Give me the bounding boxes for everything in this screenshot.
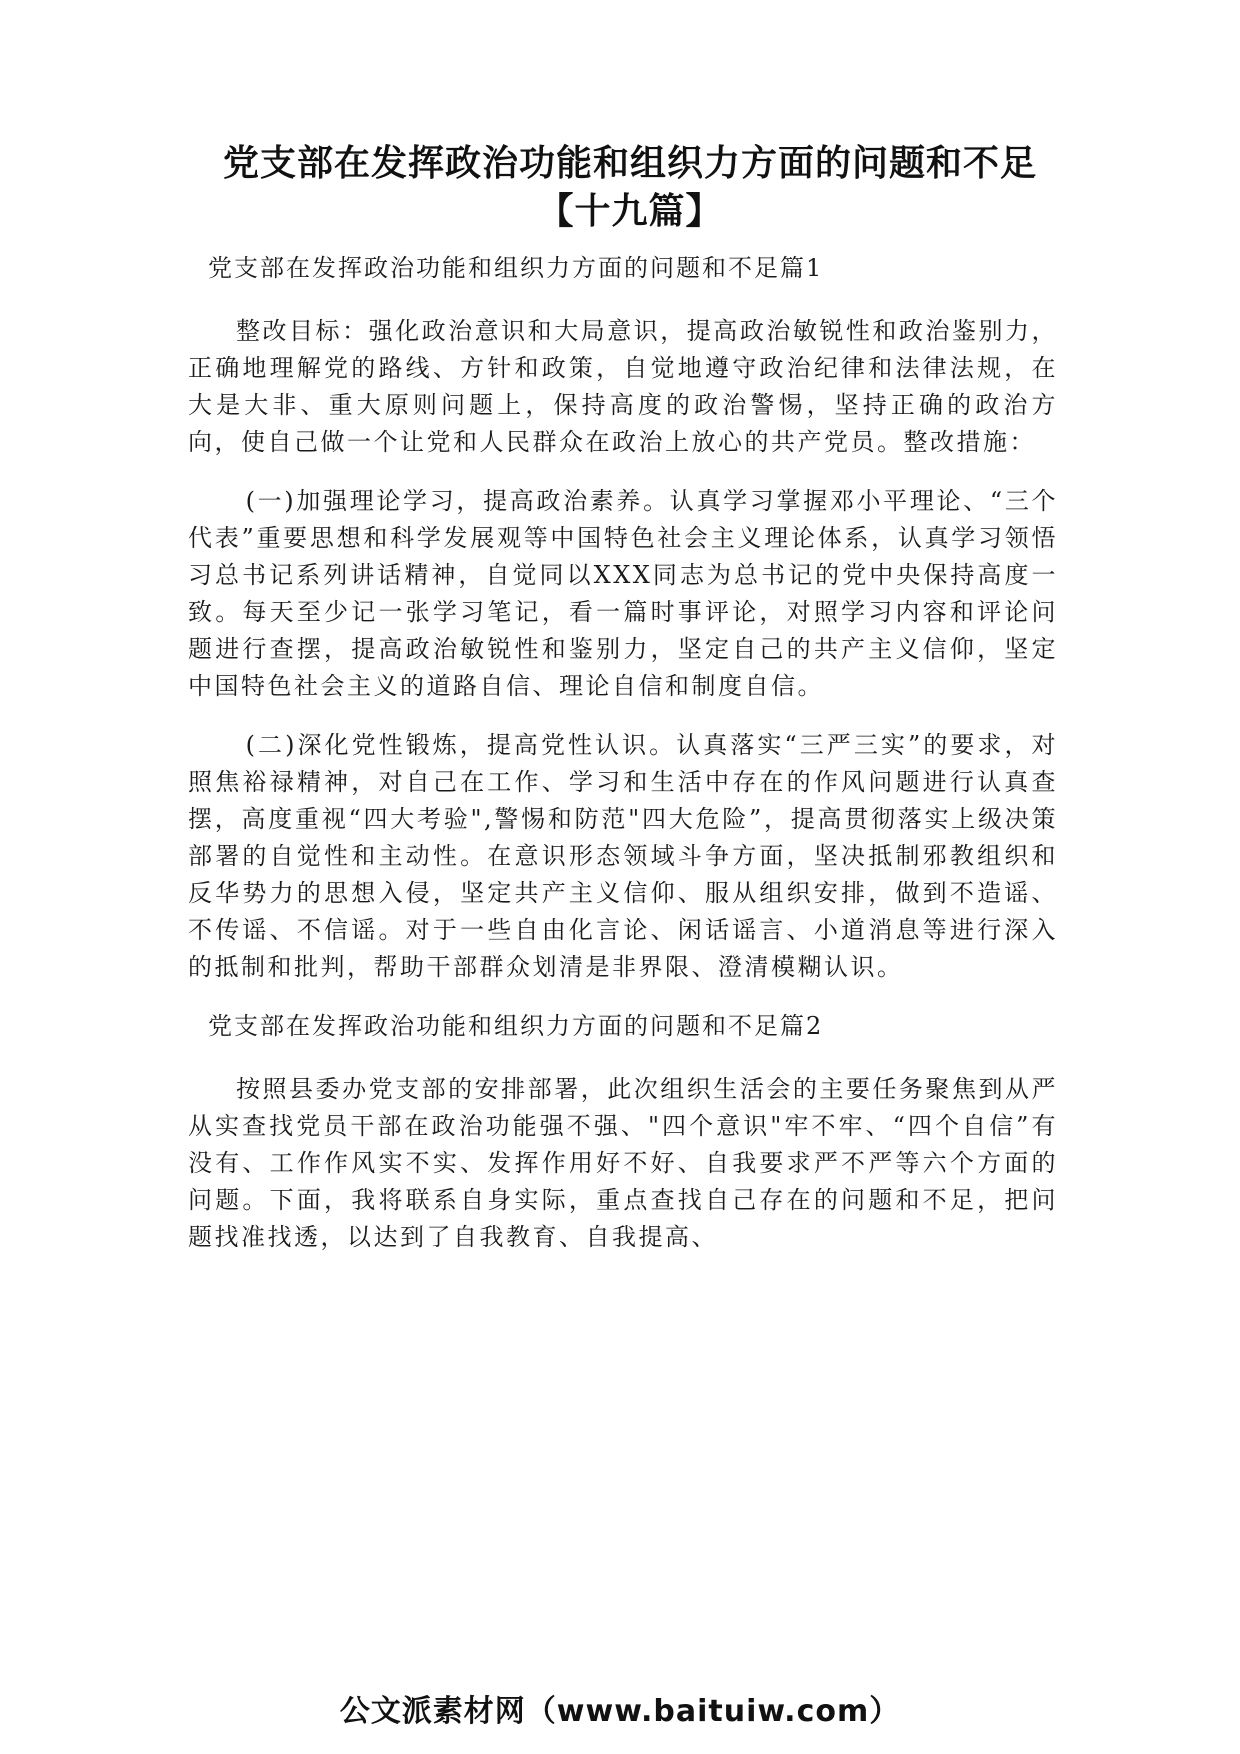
paragraph-measure-2: (二)深化党性锻炼，提高党性认识。认真落实“三严三实”的要求，对照焦裕禄精神，对自己在工作、学习和生活中存在的作风问题进行认真查摆，高度重视“四大考验",警惕和防范"四大危险”，提高贯彻落实上级决策部署的自觉性和主动性。在意识形态领域斗争方面，坚决抵制邪教组织和反华势力的思想入侵，坚定共产主义信仰、服从组织安排，做到不造谣、不传谣、不信谣。对于一些自由化言论、闲话谣言、小道消息等进行深入的抵制和批判，帮助干部群众划清是非界限、澄清模糊认识。 (188, 731, 1058, 981)
source-footer: 公文派素材网（www.baituiw.com） (339, 1694, 901, 1729)
section-heading-2: 党支部在发挥政治功能和组织力方面的问题和不足篇2 (208, 1012, 824, 1040)
paragraph-measure-1: (一)加强理论学习，提高政治素养。认真学习掌握邓小平理论、“三个代表”重要思想和科学发展观等中国特色社会主义理论体系，认真学习领悟习总书记系列讲话精神，自觉同以XXX同志为总书记的党中央保持高度一致。每天至少记一张学习笔记，看一篇时事评论，对照学习内容和评论问题进行查摆，提高政治敏锐性和鉴别力，坚定自己的共产主义信仰，坚定中国特色社会主义的道路自信、理论自信和制度自信。 (188, 487, 1058, 700)
document-body (188, 250, 1058, 1278)
section-heading-1: 党支部在发挥政治功能和组织力方面的问题和不足篇1 (208, 254, 824, 282)
paragraph-goal: 整改目标：强化政治意识和大局意识，提高政治敏锐性和政治鉴别力，正确地理解党的路线、方针和政策，自觉地遵守政治纪律和法律法规，在大是大非、重大原则问题上，保持高度的政治警惕，坚持正确的政治方向，使自己做一个让党和人民群众在政治上放心的共产党员。整改措施： (188, 317, 1058, 456)
document-title: 党支部在发挥政治功能和组织力方面的问题和不足【十九篇】 (222, 143, 1037, 232)
paragraph-intro: 按照县委办党支部的安排部署，此次组织生活会的主要任务聚焦到从严从实查找党员干部在政治功能强不强、"四个意识"牢不牢、“四个自信”有没有、工作作风实不实、发挥作用好不好、自我要求严不严等六个方面的问题。下面，我将联系自身实际，重点查找自己存在的问题和不足，把问题找准找透，以达到了自我教育、自我提高、 (188, 1075, 1058, 1251)
